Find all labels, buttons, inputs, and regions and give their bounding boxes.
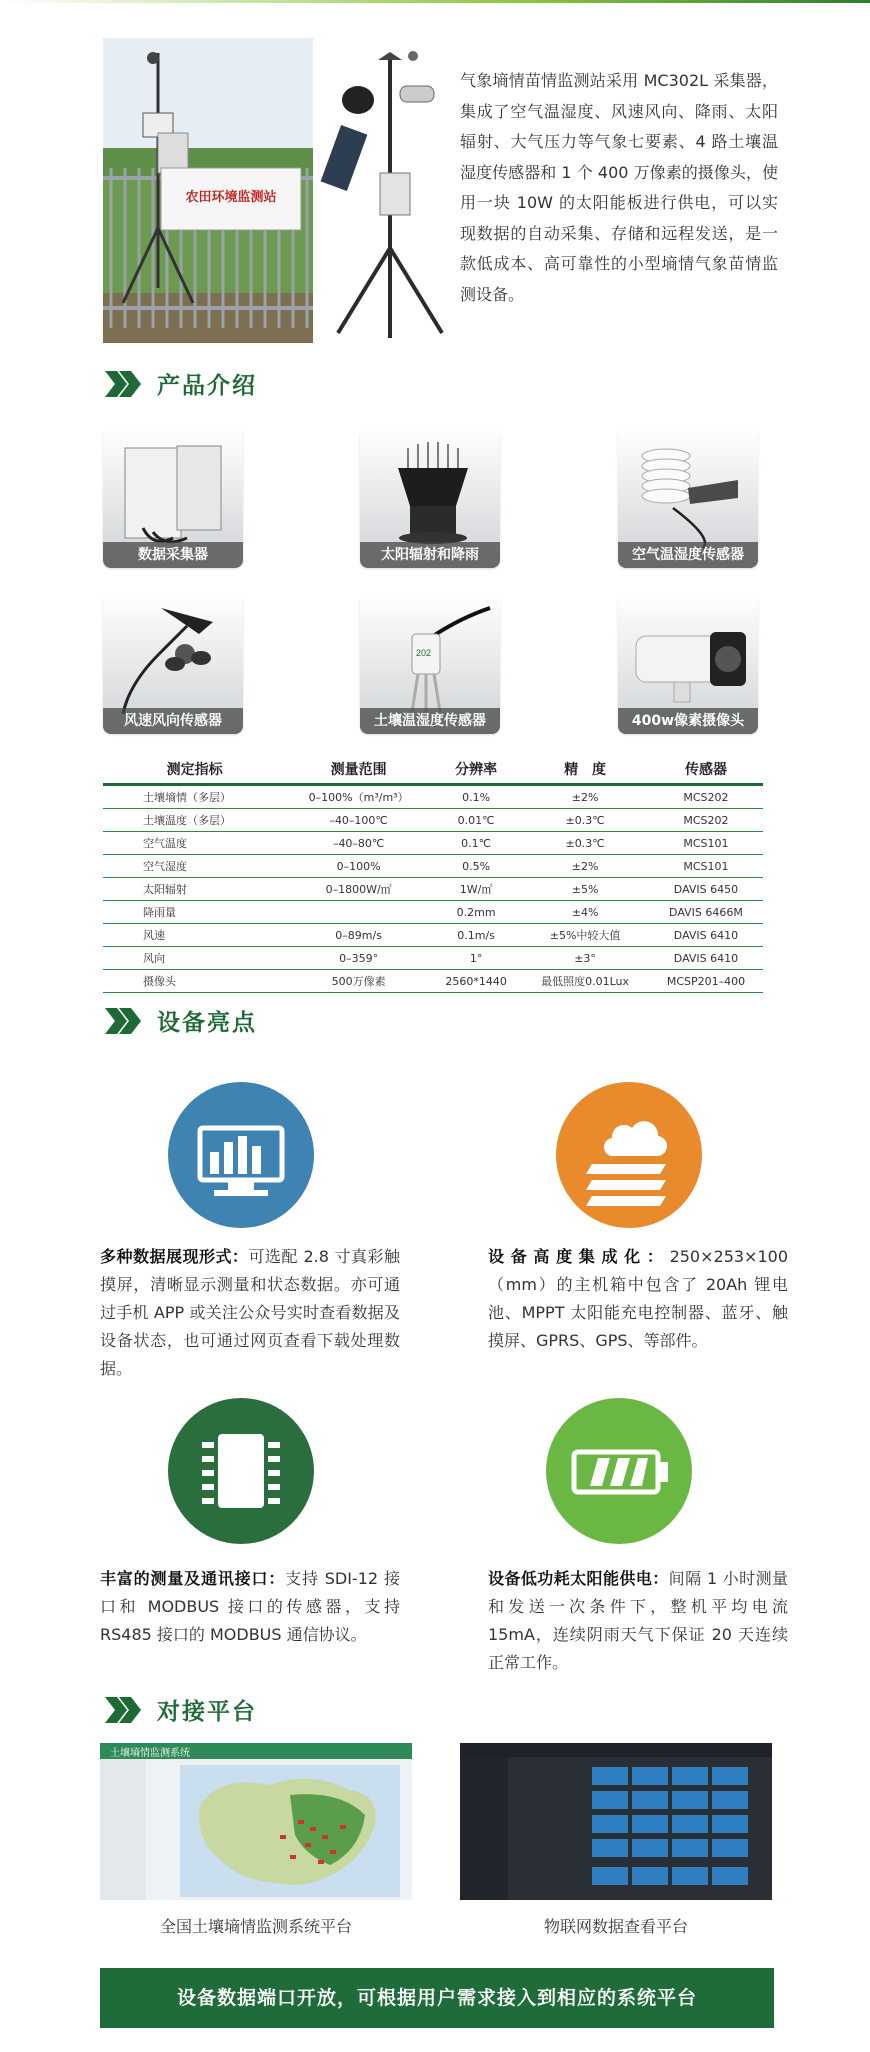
product-card-wind-sensor [103, 594, 243, 734]
cell: 摄像头 [103, 970, 286, 993]
screen-title: 土壤墒情监测系统 [110, 1748, 190, 1759]
cell: ±2% [521, 785, 649, 809]
cell: 0–100%（m³/m³） [286, 785, 431, 809]
cell: DAVIS 6466M [649, 901, 763, 924]
table-row [103, 832, 763, 855]
top-accent-line [0, 0, 870, 3]
cell: ±5% [521, 878, 649, 901]
cell: 空气湿度 [103, 855, 286, 878]
table-header-row [103, 755, 763, 785]
cell: 风速 [103, 924, 286, 947]
feature-body: 支持 SDI-12 接口和 MODBUS 接口的传感器，支持 RS485 接口的 MODBUS 通信协议。 [100, 1569, 400, 1644]
feature-text [100, 1243, 400, 1383]
cell: ±3° [521, 947, 649, 970]
feature-title: 设备低功耗太阳能供电： [488, 1569, 669, 1588]
cell: MCS202 [649, 785, 763, 809]
cell: 1W/㎡ [431, 878, 521, 901]
table-row [103, 901, 763, 924]
feature-title: 多种数据展现形式： [100, 1247, 249, 1266]
feature-icon-circle [556, 1082, 702, 1228]
cell: 0.1m/s [431, 924, 521, 947]
cell: 土壤墒情（多层） [103, 785, 286, 809]
product-card-soil-sensor [360, 594, 500, 734]
sensor-tiles-icon [592, 1767, 768, 1891]
section-header-platforms [103, 1693, 257, 1726]
chip-icon [168, 1398, 314, 1544]
table-row [103, 924, 763, 947]
table-row [103, 855, 763, 878]
feature-icon-circle [168, 1082, 314, 1228]
sign-text: 农田环境监测站 [185, 190, 277, 205]
feature-text [488, 1565, 788, 1677]
section-title: 产品介绍 [157, 373, 257, 399]
product-label: 空气温湿度传感器 [618, 542, 758, 568]
column-header: 分辨率 [431, 755, 521, 785]
table-row [103, 878, 763, 901]
feature-body: 250×253×100（mm）的主机箱中包含了 20Ah 锂电池、MPPT 太阳能充电控制器、蓝牙、触摸屏、GPRS、GPS、等部件。 [488, 1247, 788, 1350]
feature-icon-circle [168, 1398, 314, 1544]
feature-text [100, 1565, 400, 1649]
spec-table [103, 755, 763, 993]
product-label: 风速风向传感器 [103, 708, 243, 734]
section-header-products [103, 367, 257, 400]
cell: 2560*1440 [431, 970, 521, 993]
table-row [103, 970, 763, 993]
double-chevron-icon [103, 369, 143, 399]
feature-title: 设备高度集成化： [488, 1247, 670, 1266]
cell: 0.01℃ [431, 809, 521, 832]
feature-body: 间隔 1 小时测量和发送一次条件下，整机平均电流 15mA，连续阴雨天气下保证 20 天连续正常工作。 [488, 1569, 788, 1672]
cell: 0–1800W/㎡ [286, 878, 431, 901]
product-card-solar-rain [360, 428, 500, 568]
cell [286, 901, 431, 924]
feature-title: 丰富的测量及通讯接口： [100, 1569, 286, 1588]
product-card-camera [618, 594, 758, 734]
platform-caption: 全国土壤墒情监测系统平台 [159, 1917, 352, 1936]
table-row [103, 947, 763, 970]
cloud-layers-icon [556, 1082, 702, 1228]
cell: 0–89m/s [286, 924, 431, 947]
product-label: 数据采集器 [103, 542, 243, 568]
iot-data-platform-screenshot [460, 1743, 772, 1900]
cell: DAVIS 6410 [649, 947, 763, 970]
monitor-chart-icon [168, 1082, 314, 1228]
bottom-banner: 设备数据端口开放，可根据用户需求接入到相应的系统平台 [100, 1968, 774, 2028]
cell: 太阳辐射 [103, 878, 286, 901]
section-header-highlights [103, 1004, 257, 1037]
platform-caption: 物联网数据查看平台 [543, 1917, 688, 1936]
cell: –40–100℃ [286, 809, 431, 832]
product-label: 400w像素摄像头 [618, 708, 758, 734]
cell: 0.5% [431, 855, 521, 878]
battery-icon [546, 1398, 692, 1544]
svg-text:202: 202 [416, 648, 432, 658]
feature-body: 可选配 2.8 寸真彩触摸屏，清晰显示测量和状态数据。亦可通过手机 APP 或关注公众号实时查看数据及设备状态，也可通过网页查看下载处理数据。 [100, 1247, 400, 1378]
cell: –40–80℃ [286, 832, 431, 855]
cell: 500万像素 [286, 970, 431, 993]
cell: 0.2mm [431, 901, 521, 924]
column-header: 测量范围 [286, 755, 431, 785]
china-map-icon [180, 1765, 400, 1897]
double-chevron-icon [103, 1006, 143, 1036]
station-field-photo [103, 38, 313, 343]
cell: ±0.3℃ [521, 809, 649, 832]
product-card-data-logger [103, 428, 243, 568]
intro-paragraph: 气象墒情苗情监测站采用 MC302L 采集器，集成了空气温湿度、风速风向、降雨、太阳辐射、大气压力等气象七要素、4 路土壤温湿度传感器和 1 个 400 万像素的摄像头，使用一块 10W 的太阳能板进行供电，可以实现数据的自动采集、存储和远程发送，是一款低成本、高可靠性的小型墒情气象苗情监测设备。 [460, 71, 778, 304]
cell: MCS101 [649, 832, 763, 855]
cell: DAVIS 6450 [649, 878, 763, 901]
cell: 1° [431, 947, 521, 970]
cell: MCS101 [649, 855, 763, 878]
table-row [103, 785, 763, 809]
cell: 降雨量 [103, 901, 286, 924]
column-header: 测定指标 [103, 755, 286, 785]
cell: MCS202 [649, 809, 763, 832]
cell: 土壤温度（多层） [103, 809, 286, 832]
product-card-air-sensor [618, 428, 758, 568]
cell: 0.1℃ [431, 832, 521, 855]
double-chevron-icon [103, 1695, 143, 1725]
product-label: 太阳辐射和降雨 [360, 542, 500, 568]
column-header: 精 度 [521, 755, 649, 785]
cell: ±0.3℃ [521, 832, 649, 855]
table-row [103, 809, 763, 832]
cell: ±4% [521, 901, 649, 924]
cell: 0.1% [431, 785, 521, 809]
cell: 0–359° [286, 947, 431, 970]
cell: 0–100% [286, 855, 431, 878]
section-title: 对接平台 [157, 1699, 257, 1725]
cell: 最低照度0.01Lux [521, 970, 649, 993]
station-product-photo [318, 38, 463, 343]
section-title: 设备亮点 [157, 1010, 257, 1036]
cell: MCSP201–400 [649, 970, 763, 993]
cell: DAVIS 6410 [649, 924, 763, 947]
soil-monitoring-platform-screenshot [100, 1743, 412, 1900]
cell: 空气温度 [103, 832, 286, 855]
cell: ±2% [521, 855, 649, 878]
cell: ±5%中较大值 [521, 924, 649, 947]
column-header: 传感器 [649, 755, 763, 785]
feature-text [488, 1243, 788, 1355]
product-label: 土壤温湿度传感器 [360, 708, 500, 734]
cell: 风向 [103, 947, 286, 970]
feature-icon-circle [546, 1398, 692, 1544]
